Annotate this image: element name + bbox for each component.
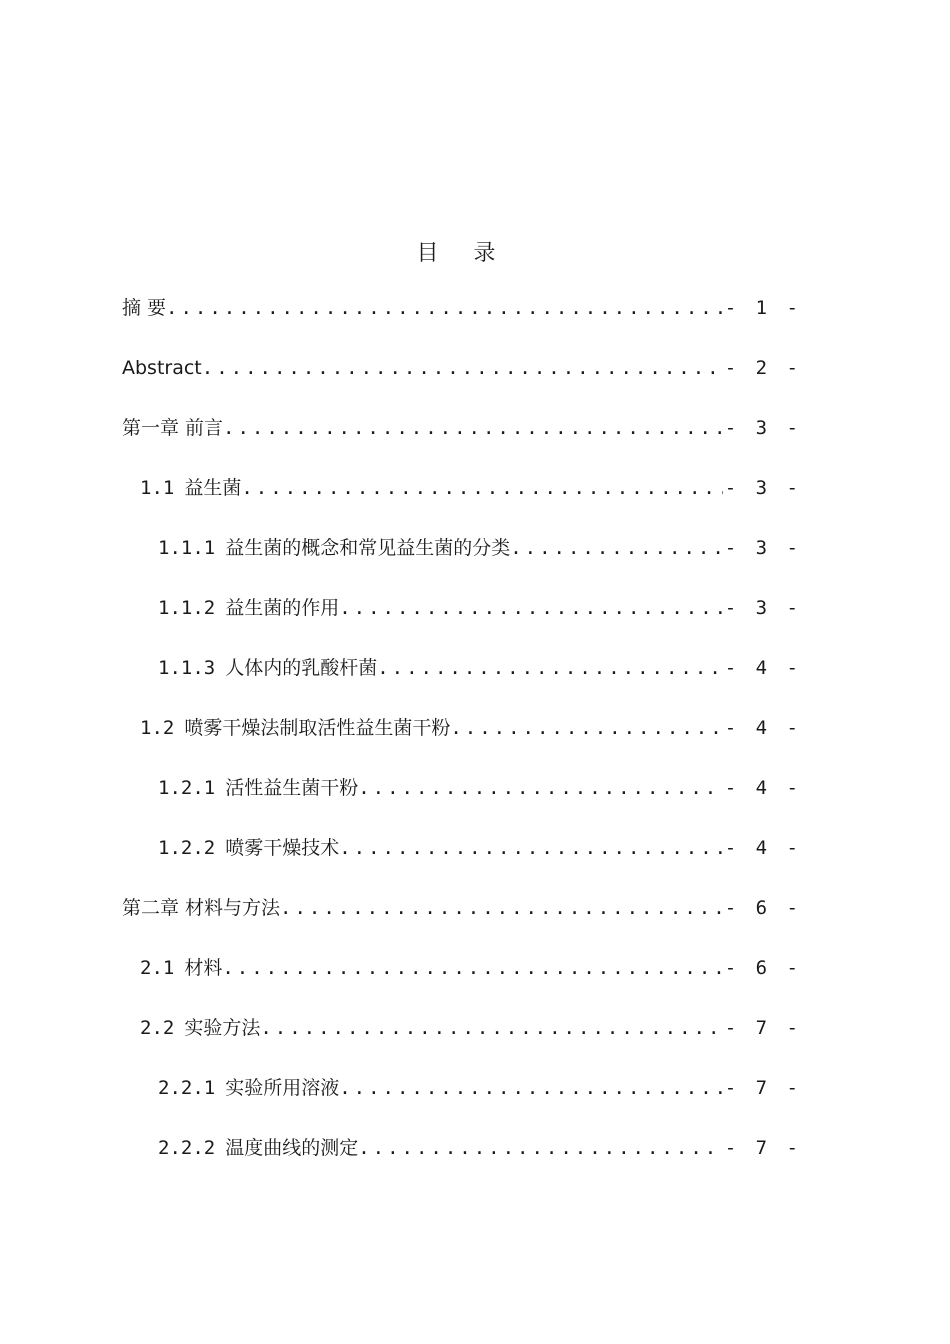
toc-entry[interactable] bbox=[122, 348, 802, 408]
toc-dot-leader bbox=[510, 528, 723, 568]
toc-entry[interactable] bbox=[122, 1068, 802, 1128]
toc-dot-leader bbox=[202, 348, 723, 388]
toc-entry-page: - 3 - bbox=[724, 597, 802, 619]
toc-entry-number: 1.1.2 bbox=[158, 597, 216, 619]
toc-entry-text: 益生菌的概念和常见益生菌的分类 bbox=[225, 537, 511, 559]
toc-dot-leader bbox=[222, 948, 722, 988]
toc-dot-leader bbox=[358, 768, 723, 808]
toc-entry[interactable] bbox=[122, 1128, 802, 1188]
toc-entry-text: 益生菌的作用 bbox=[225, 597, 340, 619]
toc-entry-page: - 4 - bbox=[724, 777, 802, 799]
toc-entry-page: - 4 - bbox=[724, 657, 802, 679]
toc-entry[interactable] bbox=[122, 1008, 802, 1068]
toc-entry-number: 1.2.1 bbox=[158, 777, 216, 799]
toc-entry-number: 1.2 bbox=[140, 717, 175, 739]
toc-entry-number: 2.2 bbox=[140, 1017, 175, 1039]
toc-entry-text: 材料 bbox=[184, 957, 223, 979]
toc-entry-page: - 6 - bbox=[724, 897, 802, 919]
toc-entry-text: 喷雾干燥技术 bbox=[225, 837, 340, 859]
toc-dot-leader bbox=[377, 648, 723, 688]
toc-list bbox=[122, 288, 802, 1188]
toc-entry[interactable] bbox=[122, 768, 802, 828]
toc-entry-page: - 7 - bbox=[724, 1077, 802, 1099]
toc-dot-leader bbox=[450, 708, 722, 748]
toc-entry[interactable] bbox=[122, 288, 802, 348]
toc-entry-page: - 6 - bbox=[724, 957, 802, 979]
toc-entry-number: 2.2.1 bbox=[158, 1077, 216, 1099]
toc-entry-text: 益生菌 bbox=[184, 477, 242, 499]
toc-entry-page: - 2 - bbox=[724, 357, 802, 379]
toc-entry-page: - 3 - bbox=[724, 537, 802, 559]
toc-entry-text: 摘 要 bbox=[122, 297, 167, 319]
toc-entry-text: 喷雾干燥法制取活性益生菌干粉 bbox=[184, 717, 451, 739]
toc-entry[interactable] bbox=[122, 468, 802, 528]
toc-dot-leader bbox=[339, 828, 723, 868]
toc-entry-number: 1.1.3 bbox=[158, 657, 216, 679]
toc-entry[interactable] bbox=[122, 888, 802, 948]
toc-entry-number: 1.2.2 bbox=[158, 837, 216, 859]
toc-entry-page: - 7 - bbox=[724, 1017, 802, 1039]
toc-entry[interactable] bbox=[122, 528, 802, 588]
toc-entry-text: 人体内的乳酸杆菌 bbox=[225, 657, 378, 679]
toc-title: 目 录 bbox=[416, 241, 510, 266]
toc-entry[interactable] bbox=[122, 648, 802, 708]
toc-entry-text: 实验所用溶液 bbox=[225, 1077, 340, 1099]
toc-entry-page: - 3 - bbox=[724, 417, 802, 439]
toc-dot-leader bbox=[339, 1068, 723, 1108]
toc-entry[interactable] bbox=[122, 708, 802, 768]
toc-dot-leader bbox=[280, 888, 723, 928]
toc-entry-page: - 4 - bbox=[724, 837, 802, 859]
toc-entry-page: - 1 - bbox=[724, 297, 802, 319]
toc-entry-page: - 7 - bbox=[724, 1137, 802, 1159]
toc-entry-text: 温度曲线的测定 bbox=[225, 1137, 359, 1159]
toc-entry[interactable] bbox=[122, 588, 802, 648]
toc-entry-text: 实验方法 bbox=[184, 1017, 261, 1039]
toc-dot-leader bbox=[166, 288, 723, 328]
toc-entry-number: 2.1 bbox=[140, 957, 175, 979]
toc-dot-leader bbox=[260, 1008, 722, 1048]
toc-entry[interactable] bbox=[122, 828, 802, 888]
toc-entry-number: 1.1.1 bbox=[158, 537, 216, 559]
toc-entry-text: 第二章 材料与方法 bbox=[122, 897, 281, 919]
toc-entry-text: 活性益生菌干粉 bbox=[225, 777, 359, 799]
toc-dot-leader bbox=[358, 1128, 723, 1168]
toc-entry-text: 第一章 前言 bbox=[122, 417, 224, 439]
toc-entry-text: Abstract bbox=[122, 357, 202, 379]
toc-entry-number: 1.1 bbox=[140, 477, 175, 499]
toc-entry-page: - 4 - bbox=[724, 717, 802, 739]
toc-entry[interactable] bbox=[122, 948, 802, 1008]
toc-dot-leader bbox=[339, 588, 723, 628]
toc-dot-leader bbox=[241, 468, 722, 508]
toc-dot-leader bbox=[223, 408, 723, 448]
toc-entry-page: - 3 - bbox=[724, 477, 802, 499]
toc-entry-number: 2.2.2 bbox=[158, 1137, 216, 1159]
toc-entry[interactable] bbox=[122, 408, 802, 468]
